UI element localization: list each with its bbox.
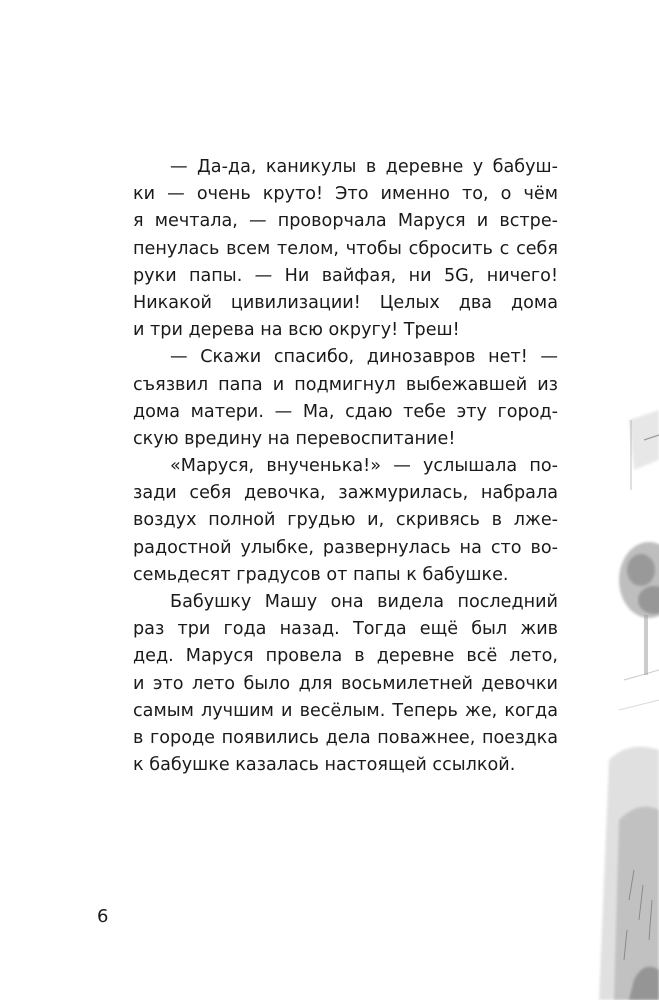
text-line: руки папы. — Ни вайфая, ни 5G, ничего! [133,265,558,286]
text-line: к бабушке казалась настоящей ссылкой. [133,755,516,776]
text-line: и три дерева на всю округу! Треш! [133,320,460,341]
text-line: в городе появились дела поважнее, поездка [133,727,558,748]
text-line: семьдесят градусов от папы к бабушке. [133,564,509,585]
text-line: «Маруся, внученька!» — услышала по- [170,456,558,477]
text-line: скую вредину на перевоспитание! [133,428,456,449]
body-text [133,154,558,779]
text-line: ки — очень круто! Это именно то, о чём [133,184,558,205]
text-line: раз три года назад. Тогда ещё был жив [133,619,558,640]
text-line: и это лето было для восьмилетней девочки [133,673,558,694]
text-line: Никакой цивилизации! Целых два дома [133,292,558,313]
margin-sketch-illustration [589,400,659,1000]
text-line: дед. Маруся провела в деревне всё лето, [133,646,558,667]
text-line: зади себя девочка, зажмурилась, набрала [133,483,558,504]
text-line: дома матери. — Ма, сдаю тебе эту город- [133,401,558,422]
text-line: воздух полной грудью и, скривясь в лже- [133,510,558,531]
text-line: — Да-да, каникулы в деревне у бабуш- [170,157,558,177]
page-number: 6 [97,906,109,927]
text-line: радостной улыбке, развернулась на сто во- [133,537,558,558]
text-line: я мечтала, — проворчала Маруся и встре- [133,211,558,232]
text-line: Бабушку Машу она видела последний [170,592,558,612]
text-line: съязвил папа и подмигнул выбежавшей из [133,374,558,395]
text-line: пенулась всем телом, чтобы сбросить с себя [133,238,558,259]
text-line: — Скажи спасибо, динозавров нет! — [170,347,558,368]
text-line: самым лучшим и весёлым. Теперь же, когда [133,700,558,721]
